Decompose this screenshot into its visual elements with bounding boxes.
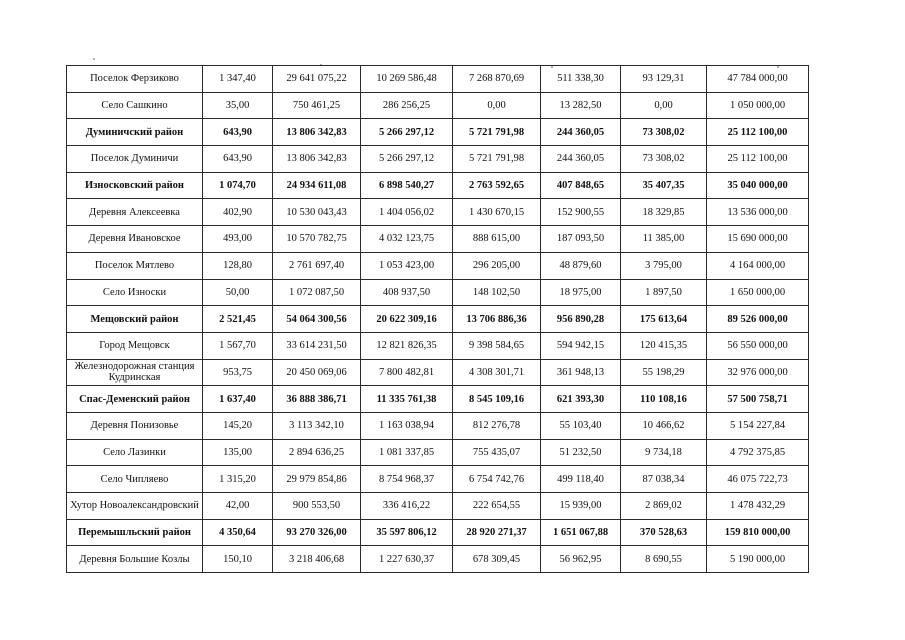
value-cell: 3 218 406,68: [273, 546, 361, 573]
total-cell: 15 690 000,00: [707, 226, 809, 253]
value-cell: 1 404 056,02: [361, 199, 453, 226]
value-cell: 900 553,50: [273, 493, 361, 520]
value-cell: 35 407,35: [621, 172, 707, 199]
settlement-name-cell: Село Износки: [67, 279, 203, 306]
table-row: [67, 146, 809, 173]
total-cell: 4 792 375,85: [707, 439, 809, 466]
value-cell: 48 879,60: [541, 252, 621, 279]
value-cell: 73 308,02: [621, 119, 707, 146]
value-cell: 1 637,40: [203, 386, 273, 413]
value-cell: 8 690,55: [621, 546, 707, 573]
value-cell: 55 198,29: [621, 359, 707, 386]
value-cell: 222 654,55: [453, 493, 541, 520]
value-cell: 13 282,50: [541, 92, 621, 119]
total-cell: 89 526 000,00: [707, 306, 809, 333]
value-cell: 50,00: [203, 279, 273, 306]
table-row: [67, 199, 809, 226]
value-cell: 1 897,50: [621, 279, 707, 306]
total-cell: 32 976 000,00: [707, 359, 809, 386]
value-cell: 15 939,00: [541, 493, 621, 520]
settlement-name-cell: Село Сашкино: [67, 92, 203, 119]
settlement-name-cell: Думиничский район: [67, 119, 203, 146]
value-cell: 13 706 886,36: [453, 306, 541, 333]
district-total-row: [67, 119, 809, 146]
value-cell: 5 266 297,12: [361, 119, 453, 146]
value-cell: 2 763 592,65: [453, 172, 541, 199]
settlement-name-cell: Село Чипляево: [67, 466, 203, 493]
value-cell: 6 754 742,76: [453, 466, 541, 493]
value-cell: 9 398 584,65: [453, 332, 541, 359]
value-cell: 3 113 342,10: [273, 412, 361, 439]
district-total-row: [67, 172, 809, 199]
value-cell: 361 948,13: [541, 359, 621, 386]
value-cell: 128,80: [203, 252, 273, 279]
value-cell: 29 979 854,86: [273, 466, 361, 493]
value-cell: 2 894 636,25: [273, 439, 361, 466]
value-cell: 621 393,30: [541, 386, 621, 413]
value-cell: 35 597 806,12: [361, 519, 453, 546]
table-row: [67, 359, 809, 386]
value-cell: 56 962,95: [541, 546, 621, 573]
value-cell: 1 315,20: [203, 466, 273, 493]
value-cell: 5 266 297,12: [361, 146, 453, 173]
value-cell: 244 360,05: [541, 146, 621, 173]
value-cell: 3 795,00: [621, 252, 707, 279]
total-cell: 1 650 000,00: [707, 279, 809, 306]
table-row: [67, 252, 809, 279]
settlement-name-cell: Деревня Ивановское: [67, 226, 203, 253]
value-cell: 33 614 231,50: [273, 332, 361, 359]
value-cell: 145,20: [203, 412, 273, 439]
value-cell: 511 338,30: [541, 66, 621, 93]
settlement-name-cell: Поселок Ферзиково: [67, 66, 203, 93]
value-cell: 5 721 791,98: [453, 146, 541, 173]
value-cell: 0,00: [621, 92, 707, 119]
settlement-name-cell: Износковский район: [67, 172, 203, 199]
value-cell: 1 074,70: [203, 172, 273, 199]
value-cell: 24 934 611,08: [273, 172, 361, 199]
settlement-name-cell: Деревня Большие Козлы: [67, 546, 203, 573]
value-cell: 187 093,50: [541, 226, 621, 253]
settlement-name-cell: Железнодорожная станция Кудринская: [67, 359, 203, 386]
table-row: [67, 279, 809, 306]
total-cell: 1 050 000,00: [707, 92, 809, 119]
value-cell: 135,00: [203, 439, 273, 466]
value-cell: 55 103,40: [541, 412, 621, 439]
value-cell: 755 435,07: [453, 439, 541, 466]
settlement-name-cell: Деревня Понизовье: [67, 412, 203, 439]
value-cell: 2 761 697,40: [273, 252, 361, 279]
value-cell: 20 450 069,06: [273, 359, 361, 386]
total-cell: 57 500 758,71: [707, 386, 809, 413]
value-cell: 286 256,25: [361, 92, 453, 119]
value-cell: 35,00: [203, 92, 273, 119]
value-cell: 1 347,40: [203, 66, 273, 93]
table-row: [67, 226, 809, 253]
value-cell: 110 108,16: [621, 386, 707, 413]
total-cell: 1 478 432,29: [707, 493, 809, 520]
settlement-name-cell: Село Лазинки: [67, 439, 203, 466]
value-cell: 0,00: [453, 92, 541, 119]
value-cell: 1 651 067,88: [541, 519, 621, 546]
value-cell: 54 064 300,56: [273, 306, 361, 333]
value-cell: 5 721 791,98: [453, 119, 541, 146]
data-table: [66, 65, 809, 573]
value-cell: 336 416,22: [361, 493, 453, 520]
value-cell: 152 900,55: [541, 199, 621, 226]
total-cell: 47 784 000,00: [707, 66, 809, 93]
value-cell: 93 270 326,00: [273, 519, 361, 546]
value-cell: 8 754 968,37: [361, 466, 453, 493]
table-row: [67, 466, 809, 493]
value-cell: 888 615,00: [453, 226, 541, 253]
table-body: [67, 66, 809, 573]
value-cell: 11 385,00: [621, 226, 707, 253]
value-cell: 244 360,05: [541, 119, 621, 146]
value-cell: 2 521,45: [203, 306, 273, 333]
value-cell: 1 081 337,85: [361, 439, 453, 466]
settlement-name-cell: Город Мещовск: [67, 332, 203, 359]
value-cell: 73 308,02: [621, 146, 707, 173]
value-cell: 11 335 761,38: [361, 386, 453, 413]
value-cell: 36 888 386,71: [273, 386, 361, 413]
value-cell: 643,90: [203, 119, 273, 146]
value-cell: 1 430 670,15: [453, 199, 541, 226]
value-cell: 13 806 342,83: [273, 146, 361, 173]
value-cell: 12 821 826,35: [361, 332, 453, 359]
value-cell: 499 118,40: [541, 466, 621, 493]
value-cell: 407 848,65: [541, 172, 621, 199]
settlement-name-cell: Поселок Мятлево: [67, 252, 203, 279]
table-row: [67, 66, 809, 93]
total-cell: 5 190 000,00: [707, 546, 809, 573]
value-cell: 28 920 271,37: [453, 519, 541, 546]
value-cell: 956 890,28: [541, 306, 621, 333]
table-row: [67, 546, 809, 573]
value-cell: 750 461,25: [273, 92, 361, 119]
value-cell: 1 567,70: [203, 332, 273, 359]
total-cell: 4 164 000,00: [707, 252, 809, 279]
value-cell: 10 269 586,48: [361, 66, 453, 93]
value-cell: 51 232,50: [541, 439, 621, 466]
district-total-row: [67, 306, 809, 333]
value-cell: 370 528,63: [621, 519, 707, 546]
table-row: [67, 493, 809, 520]
settlement-name-cell: Спас-Деменский район: [67, 386, 203, 413]
value-cell: 29 641 075,22: [273, 66, 361, 93]
settlement-name-cell: Мещовский район: [67, 306, 203, 333]
total-cell: 159 810 000,00: [707, 519, 809, 546]
district-total-row: [67, 519, 809, 546]
settlement-name-cell: Перемышльский район: [67, 519, 203, 546]
total-cell: 46 075 722,73: [707, 466, 809, 493]
value-cell: 13 806 342,83: [273, 119, 361, 146]
total-cell: 25 112 100,00: [707, 146, 809, 173]
table-row: [67, 439, 809, 466]
value-cell: 18 329,85: [621, 199, 707, 226]
value-cell: 175 613,64: [621, 306, 707, 333]
value-cell: 9 734,18: [621, 439, 707, 466]
value-cell: 148 102,50: [453, 279, 541, 306]
value-cell: 8 545 109,16: [453, 386, 541, 413]
total-cell: 35 040 000,00: [707, 172, 809, 199]
total-cell: 13 536 000,00: [707, 199, 809, 226]
value-cell: 10 570 782,75: [273, 226, 361, 253]
value-cell: 402,90: [203, 199, 273, 226]
table-row: [67, 332, 809, 359]
value-cell: 1 227 630,37: [361, 546, 453, 573]
settlement-name-cell: Хутор Новоалександровский: [67, 493, 203, 520]
value-cell: 643,90: [203, 146, 273, 173]
district-total-row: [67, 386, 809, 413]
value-cell: 18 975,00: [541, 279, 621, 306]
settlement-name-cell: Деревня Алексеевка: [67, 199, 203, 226]
total-cell: 56 550 000,00: [707, 332, 809, 359]
value-cell: 408 937,50: [361, 279, 453, 306]
value-cell: 93 129,31: [621, 66, 707, 93]
value-cell: 150,10: [203, 546, 273, 573]
total-cell: 25 112 100,00: [707, 119, 809, 146]
value-cell: 10 530 043,43: [273, 199, 361, 226]
table-row: [67, 92, 809, 119]
value-cell: 7 268 870,69: [453, 66, 541, 93]
value-cell: 6 898 540,27: [361, 172, 453, 199]
value-cell: 953,75: [203, 359, 273, 386]
table-row: [67, 412, 809, 439]
scan-speck: [93, 58, 95, 60]
value-cell: 10 466,62: [621, 412, 707, 439]
value-cell: 594 942,15: [541, 332, 621, 359]
value-cell: 87 038,34: [621, 466, 707, 493]
value-cell: 296 205,00: [453, 252, 541, 279]
value-cell: 20 622 309,16: [361, 306, 453, 333]
value-cell: 4 350,64: [203, 519, 273, 546]
value-cell: 493,00: [203, 226, 273, 253]
value-cell: 1 072 087,50: [273, 279, 361, 306]
settlement-name-cell: Поселок Думиничи: [67, 146, 203, 173]
value-cell: 4 308 301,71: [453, 359, 541, 386]
total-cell: 5 154 227,84: [707, 412, 809, 439]
value-cell: 1 163 038,94: [361, 412, 453, 439]
value-cell: 4 032 123,75: [361, 226, 453, 253]
value-cell: 678 309,45: [453, 546, 541, 573]
value-cell: 812 276,78: [453, 412, 541, 439]
value-cell: 7 800 482,81: [361, 359, 453, 386]
value-cell: 1 053 423,00: [361, 252, 453, 279]
value-cell: 2 869,02: [621, 493, 707, 520]
value-cell: 42,00: [203, 493, 273, 520]
value-cell: 120 415,35: [621, 332, 707, 359]
